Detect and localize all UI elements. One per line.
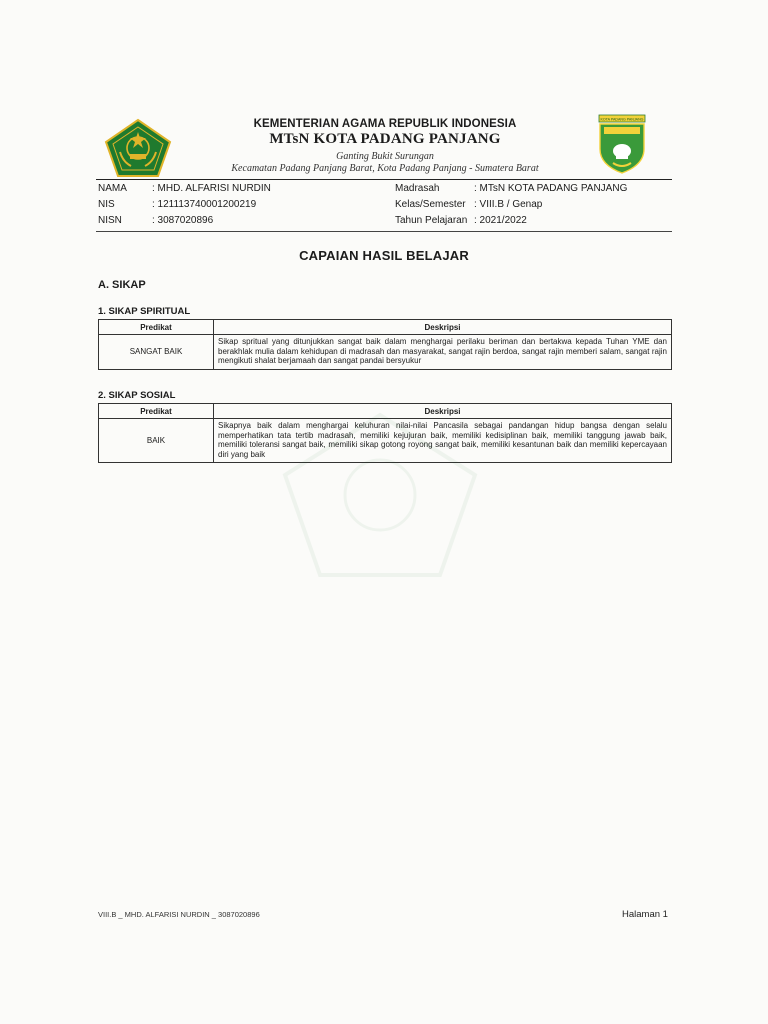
school-address-line1: Ganting Bukit Surungan <box>336 151 434 162</box>
spiritual-deskripsi: Sikap spritual yang ditunjukkan sangat baik dalam menghargai perilaku beriman dan bertakwa kepada Tuhan YME dan berakhlak mulia dalam kehidupan di madrasah dan masyarakat, sangat rajin berdoa, sangat rajin memberi salam, sangat rajin mengikuti shalat berjamaah dan sangat pandai bersyukur <box>214 335 672 370</box>
col-header-deskripsi: Deskripsi <box>214 320 672 335</box>
padang-panjang-emblem-icon <box>596 113 648 175</box>
letterhead <box>180 118 590 174</box>
nama-value: : MHD. ALFARISI NURDIN <box>152 183 271 194</box>
col-header-predikat: Predikat <box>99 320 214 335</box>
spiritual-predikat: SANGAT BAIK <box>99 335 214 370</box>
header-divider <box>96 179 672 180</box>
kelas-label: Kelas/Semester <box>395 199 466 210</box>
madrasah-value: : MTsN KOTA PADANG PANJANG <box>474 183 628 194</box>
col-header-predikat: Predikat <box>99 404 214 419</box>
tahun-value: : 2021/2022 <box>474 215 527 226</box>
madrasah-label: Madrasah <box>395 183 440 194</box>
nisn-value: : 3087020896 <box>152 215 214 226</box>
watermark-emblem-icon <box>280 410 480 580</box>
sosial-deskripsi: Sikapnya baik dalam menghargai keluhuran nilai-nilai Pancasila sebagai pandangan hidup bangsa dengan selalu memperhatikan tata tertib madrasah, memiliki kejujuran baik, memiliki kedisiplinan baik, memiliki tanggung jawab baik, memiliki toleransi sangat baik, memiliki sikap gotong royong sangat baik, memiliki kesantunan baik dan memiliki kepercayaan diri yang baik <box>214 419 672 463</box>
nisn-label: NISN <box>98 215 122 226</box>
footer-student-info: VIII.B _ MHD. ALFARISI NURDIN _ 3087020896 <box>98 910 260 919</box>
table-row <box>99 335 672 370</box>
sosial-predikat: BAIK <box>99 419 214 463</box>
nis-label: NIS <box>98 199 115 210</box>
school-name: MTsN KOTA PADANG PANJANG <box>269 131 501 147</box>
sosial-heading: 2. SIKAP SOSIAL <box>98 390 176 401</box>
emblem-banner-text: KOTA PADANG PANJANG <box>600 117 644 122</box>
ministry-name: KEMENTERIAN AGAMA REPUBLIK INDONESIA <box>253 118 517 130</box>
kemenag-logo-icon <box>103 118 173 178</box>
section-heading-sikap: A. SIKAP <box>98 279 146 291</box>
page-title: CAPAIAN HASIL BELAJAR <box>299 248 469 263</box>
tahun-label: Tahun Pelajaran <box>395 215 468 226</box>
spiritual-table <box>98 319 672 370</box>
spiritual-heading: 1. SIKAP SPIRITUAL <box>98 306 191 317</box>
page-number: Halaman 1 <box>622 909 668 920</box>
school-address-line2: Kecamatan Padang Panjang Barat, Kota Padang Panjang - Sumatera Barat <box>231 163 539 174</box>
kelas-value: : VIII.B / Genap <box>474 199 543 210</box>
nis-value: : 121113740001200219 <box>152 199 257 210</box>
nama-label: NAMA <box>98 183 127 194</box>
identity-divider <box>96 231 672 232</box>
col-header-deskripsi: Deskripsi <box>214 404 672 419</box>
